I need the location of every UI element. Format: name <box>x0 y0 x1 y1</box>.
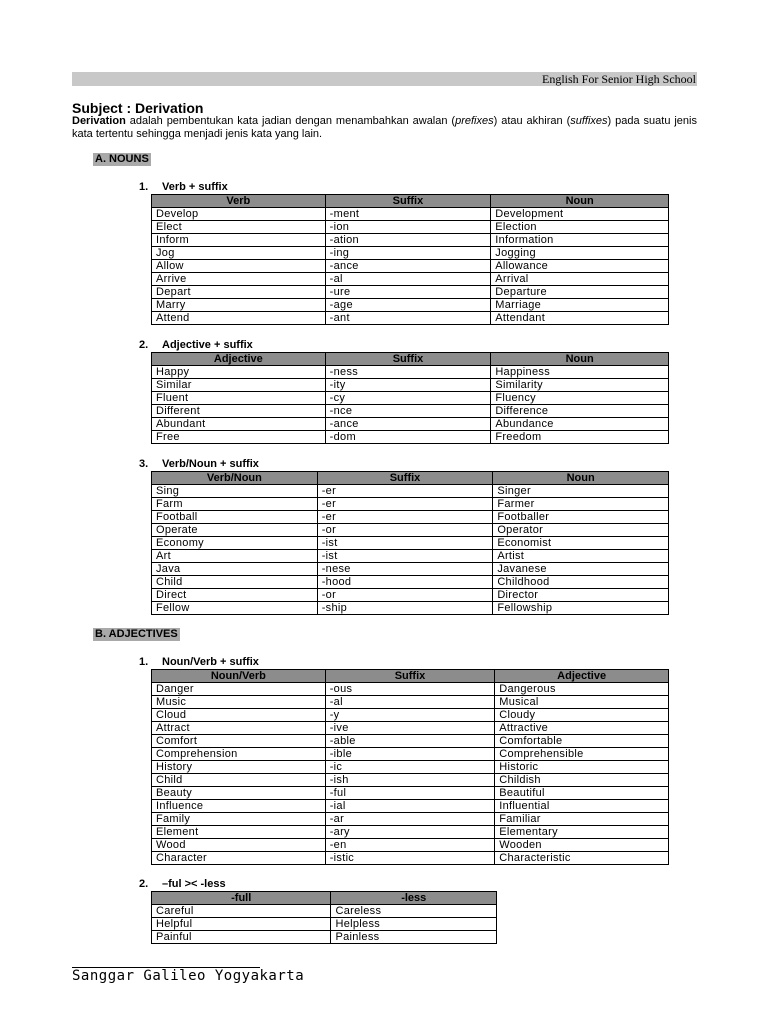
table-row <box>152 312 669 325</box>
subheading-verbnoun-suffix <box>139 458 259 471</box>
footer-text: Sanggar Galileo Yogyakarta <box>72 968 305 984</box>
table-cell: Child <box>152 576 318 589</box>
table-row <box>152 524 669 537</box>
table-cell: Historic <box>495 761 669 774</box>
table-cell: Marriage <box>491 299 669 312</box>
table-cell: Abundant <box>152 418 326 431</box>
table-cell: Freedom <box>491 431 669 444</box>
column-header: -full <box>152 892 331 905</box>
table-cell: -ous <box>325 683 495 696</box>
table-row <box>152 683 669 696</box>
table-cell: -ation <box>325 234 491 247</box>
table-cell: -ship <box>317 602 493 615</box>
column-header: Noun <box>491 195 669 208</box>
header-bar <box>72 72 697 86</box>
intro-part1: adalah pembentukan kata jadian dengan menambahkan awalan ( <box>125 115 456 127</box>
table-cell: Familiar <box>495 813 669 826</box>
table-cell: Arrival <box>491 273 669 286</box>
table-cell: Fellowship <box>493 602 669 615</box>
table-cell: Farm <box>152 498 318 511</box>
table-cell: -ion <box>325 221 491 234</box>
table-adjective-suffix-noun <box>151 352 669 444</box>
table-cell: Happy <box>152 366 326 379</box>
intro-term: Derivation <box>72 115 126 127</box>
table-cell: -ing <box>325 247 491 260</box>
table-row <box>152 286 669 299</box>
table-cell: Fellow <box>152 602 318 615</box>
table-cell: Java <box>152 563 318 576</box>
table-row <box>152 537 669 550</box>
table-cell: Painless <box>331 931 497 944</box>
subheading-label: –ful >< -less <box>162 878 226 890</box>
table-cell: -er <box>317 511 493 524</box>
table-row <box>152 905 497 918</box>
table-row <box>152 839 669 852</box>
table-cell: -y <box>325 709 495 722</box>
subheading-label: Noun/Verb + suffix <box>162 656 259 668</box>
table-cell: Childish <box>495 774 669 787</box>
table-ful-less <box>151 891 497 944</box>
table-cell: -ive <box>325 722 495 735</box>
table-row <box>152 273 669 286</box>
table-cell: Develop <box>152 208 326 221</box>
table-cell: History <box>152 761 326 774</box>
table-cell: Beauty <box>152 787 326 800</box>
table-cell: Abundance <box>491 418 669 431</box>
table-cell: -hood <box>317 576 493 589</box>
table-cell: Information <box>491 234 669 247</box>
table-cell: Characteristic <box>495 852 669 865</box>
table-row <box>152 260 669 273</box>
table-cell: Operate <box>152 524 318 537</box>
table-header-row <box>152 472 669 485</box>
table-row <box>152 826 669 839</box>
table-cell: -age <box>325 299 491 312</box>
table-cell: Depart <box>152 286 326 299</box>
table-row <box>152 931 497 944</box>
table-cell: -istic <box>325 852 495 865</box>
table-cell: Helpful <box>152 918 331 931</box>
subheading-number: 1. <box>139 181 149 193</box>
table-cell: Influence <box>152 800 326 813</box>
subheading-verb-suffix <box>139 181 228 194</box>
table-cell: Free <box>152 431 326 444</box>
table-row <box>152 366 669 379</box>
table-cell: Child <box>152 774 326 787</box>
table-cell: Cloudy <box>495 709 669 722</box>
column-header: Suffix <box>325 670 495 683</box>
table-cell: -ful <box>325 787 495 800</box>
table-cell: Farmer <box>493 498 669 511</box>
intro-suffixes: suffixes <box>570 115 608 127</box>
table-cell: Sing <box>152 485 318 498</box>
table-nounverb-suffix-adjective <box>151 669 669 865</box>
table-header-row <box>152 892 497 905</box>
subheading-label: Verb + suffix <box>162 181 228 193</box>
table-cell: Development <box>491 208 669 221</box>
table-cell: Departure <box>491 286 669 299</box>
table-cell: Operator <box>493 524 669 537</box>
table-row <box>152 696 669 709</box>
table-row <box>152 709 669 722</box>
table-cell: -er <box>317 498 493 511</box>
table-row <box>152 299 669 312</box>
table-cell: Helpless <box>331 918 497 931</box>
table-cell: -ity <box>325 379 491 392</box>
table-verbnoun-suffix-noun <box>151 471 669 615</box>
table-cell: -ial <box>325 800 495 813</box>
subheading-number: 3. <box>139 458 149 470</box>
table-cell: Beautiful <box>495 787 669 800</box>
table-cell: Similar <box>152 379 326 392</box>
table-cell: Arrive <box>152 273 326 286</box>
table-cell: Allowance <box>491 260 669 273</box>
table-cell: Football <box>152 511 318 524</box>
subheading-ful-less <box>139 878 226 891</box>
table-row <box>152 563 669 576</box>
table-cell: Art <box>152 550 318 563</box>
table-cell: -or <box>317 589 493 602</box>
intro-prefixes: prefixes <box>455 115 494 127</box>
table-cell: Family <box>152 813 326 826</box>
table-cell: Footballer <box>493 511 669 524</box>
table-cell: -dom <box>325 431 491 444</box>
column-header: Noun <box>493 472 669 485</box>
table-cell: -ic <box>325 761 495 774</box>
table-cell: Careless <box>331 905 497 918</box>
table-row <box>152 431 669 444</box>
subheading-number: 2. <box>139 878 149 890</box>
table-row <box>152 405 669 418</box>
column-header: Verb <box>152 195 326 208</box>
table-cell: Dangerous <box>495 683 669 696</box>
table-row <box>152 735 669 748</box>
table-cell: -ist <box>317 550 493 563</box>
table-cell: Influential <box>495 800 669 813</box>
table-cell: Painful <box>152 931 331 944</box>
table-cell: Element <box>152 826 326 839</box>
table-cell: Singer <box>493 485 669 498</box>
table-row <box>152 722 669 735</box>
column-header: Suffix <box>317 472 493 485</box>
table-row <box>152 852 669 865</box>
table-cell: -ance <box>325 418 491 431</box>
table-cell: Director <box>493 589 669 602</box>
table-cell: Similarity <box>491 379 669 392</box>
table-cell: -al <box>325 696 495 709</box>
table-cell: Childhood <box>493 576 669 589</box>
table-header-row <box>152 353 669 366</box>
table-cell: -nese <box>317 563 493 576</box>
table-cell: -ment <box>325 208 491 221</box>
table-cell: Economist <box>493 537 669 550</box>
table-row <box>152 800 669 813</box>
table-cell: -able <box>325 735 495 748</box>
subheading-adjective-suffix <box>139 339 253 352</box>
table-cell: Comfortable <box>495 735 669 748</box>
table-cell: Happiness <box>491 366 669 379</box>
table-row <box>152 602 669 615</box>
table-cell: Careful <box>152 905 331 918</box>
table-row <box>152 247 669 260</box>
table-cell: Wooden <box>495 839 669 852</box>
subheading-label: Adjective + suffix <box>162 339 253 351</box>
column-header: -less <box>331 892 497 905</box>
table-cell: Attract <box>152 722 326 735</box>
table-row <box>152 511 669 524</box>
table-cell: -ary <box>325 826 495 839</box>
table-row <box>152 221 669 234</box>
table-cell: Fluency <box>491 392 669 405</box>
table-cell: Fluent <box>152 392 326 405</box>
table-row <box>152 748 669 761</box>
column-header: Suffix <box>325 195 491 208</box>
table-header-row <box>152 670 669 683</box>
column-header: Adjective <box>495 670 669 683</box>
table-cell: -al <box>325 273 491 286</box>
table-row <box>152 208 669 221</box>
table-cell: Attractive <box>495 722 669 735</box>
subheading-number: 2. <box>139 339 149 351</box>
column-header: Noun <box>491 353 669 366</box>
subheading-number: 1. <box>139 656 149 668</box>
table-cell: -ar <box>325 813 495 826</box>
table-row <box>152 498 669 511</box>
table-cell: Artist <box>493 550 669 563</box>
table-row <box>152 813 669 826</box>
column-header: Suffix <box>325 353 491 366</box>
table-cell: Cloud <box>152 709 326 722</box>
table-cell: -ance <box>325 260 491 273</box>
subheading-nounverb-suffix <box>139 656 259 669</box>
table-cell: -ant <box>325 312 491 325</box>
table-cell: -nce <box>325 405 491 418</box>
table-row <box>152 589 669 602</box>
table-cell: Music <box>152 696 326 709</box>
table-cell: Attendant <box>491 312 669 325</box>
column-header: Noun/Verb <box>152 670 326 683</box>
column-header: Verb/Noun <box>152 472 318 485</box>
table-cell: Danger <box>152 683 326 696</box>
table-cell: Attend <box>152 312 326 325</box>
table-cell: Elementary <box>495 826 669 839</box>
table-cell: Marry <box>152 299 326 312</box>
section-heading-adjectives: B. ADJECTIVES <box>95 628 178 640</box>
table-cell: Wood <box>152 839 326 852</box>
table-row <box>152 918 497 931</box>
table-row <box>152 379 669 392</box>
section-heading-nouns: A. NOUNS <box>95 153 149 165</box>
table-cell: -ish <box>325 774 495 787</box>
intro-part2: ) atau akhiran ( <box>493 115 571 127</box>
table-row <box>152 787 669 800</box>
table-cell: Economy <box>152 537 318 550</box>
table-cell: -ist <box>317 537 493 550</box>
subheading-label: Verb/Noun + suffix <box>162 458 259 470</box>
table-row <box>152 774 669 787</box>
table-cell: Difference <box>491 405 669 418</box>
table-cell: Jog <box>152 247 326 260</box>
table-verb-suffix-noun <box>151 194 669 325</box>
column-header: Adjective <box>152 353 326 366</box>
intro-part3: ) pada suatu jenis kata tertentu sehingga menjadi jenis kata yang lain. <box>72 115 697 140</box>
table-cell: -or <box>317 524 493 537</box>
table-cell: Comprehensible <box>495 748 669 761</box>
table-row <box>152 761 669 774</box>
table-cell: Jogging <box>491 247 669 260</box>
table-cell: Elect <box>152 221 326 234</box>
page-title: Subject : Derivation <box>72 100 204 116</box>
table-cell: -ible <box>325 748 495 761</box>
table-cell: Character <box>152 852 326 865</box>
table-cell: Direct <box>152 589 318 602</box>
table-cell: Different <box>152 405 326 418</box>
table-row <box>152 576 669 589</box>
table-cell: Comfort <box>152 735 326 748</box>
table-cell: Comprehension <box>152 748 326 761</box>
intro-paragraph <box>72 115 697 141</box>
table-header-row <box>152 195 669 208</box>
header-title: English For Senior High School <box>541 72 696 86</box>
table-cell: -cy <box>325 392 491 405</box>
table-cell: Allow <box>152 260 326 273</box>
table-cell: Musical <box>495 696 669 709</box>
table-row <box>152 485 669 498</box>
table-row <box>152 418 669 431</box>
table-cell: -ness <box>325 366 491 379</box>
table-cell: -er <box>317 485 493 498</box>
table-row <box>152 392 669 405</box>
table-cell: -ure <box>325 286 491 299</box>
table-cell: Javanese <box>493 563 669 576</box>
table-cell: Inform <box>152 234 326 247</box>
table-row <box>152 550 669 563</box>
table-cell: Election <box>491 221 669 234</box>
table-cell: -en <box>325 839 495 852</box>
table-row <box>152 234 669 247</box>
